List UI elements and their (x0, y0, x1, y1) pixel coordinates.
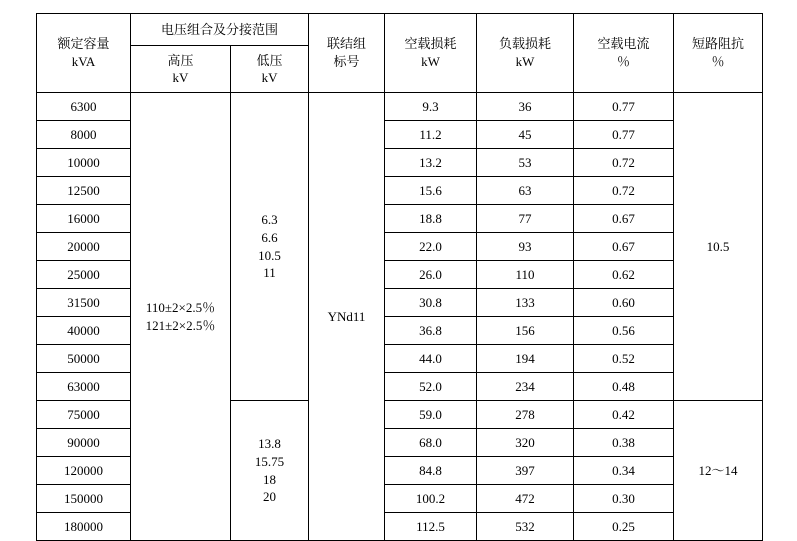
cell-no-load-loss: 30.8 (385, 289, 477, 317)
cell-no-load-loss: 36.8 (385, 317, 477, 345)
cell-capacity: 150000 (37, 485, 131, 513)
cell-load-loss: 36 (477, 93, 574, 121)
cell-capacity: 25000 (37, 261, 131, 289)
header-load-loss-line1: 负载损耗 (499, 36, 552, 52)
header-lv-line1: 低压 (256, 52, 283, 68)
cell-load-loss: 234 (477, 373, 574, 401)
cell-load-loss: 77 (477, 205, 574, 233)
cell-no-load-loss: 59.0 (385, 401, 477, 429)
cell-lv-group-1 (231, 93, 309, 401)
cell-no-load-current: 0.56 (574, 317, 674, 345)
header-lv (231, 46, 309, 93)
cell-capacity: 6300 (37, 93, 131, 121)
cell-load-loss: 194 (477, 345, 574, 373)
cell-capacity: 40000 (37, 317, 131, 345)
header-hv-line1: 高压 (167, 52, 194, 68)
cell-no-load-current: 0.67 (574, 233, 674, 261)
cell-load-loss: 397 (477, 457, 574, 485)
hv-range-line2: 121±2×2.5％ (145, 317, 216, 333)
cell-no-load-loss: 15.6 (385, 177, 477, 205)
header-no-load-loss-line1: 空载损耗 (404, 36, 457, 52)
cell-no-load-loss: 112.5 (385, 513, 477, 541)
header-capacity-line1: 额定容量 (57, 36, 110, 52)
cell-no-load-loss: 9.3 (385, 93, 477, 121)
lv-value: 6.6 (261, 229, 278, 245)
cell-no-load-loss: 100.2 (385, 485, 477, 513)
cell-capacity: 12500 (37, 177, 131, 205)
cell-capacity: 16000 (37, 205, 131, 233)
lv-value: 13.8 (258, 436, 281, 452)
lv-value: 15.75 (254, 453, 285, 469)
header-hv-line2: kV (172, 70, 189, 86)
cell-capacity: 31500 (37, 289, 131, 317)
cell-impedance-group-2: 12～14 (674, 401, 763, 541)
cell-no-load-current: 0.62 (574, 261, 674, 289)
cell-no-load-current: 0.60 (574, 289, 674, 317)
cell-load-loss: 472 (477, 485, 574, 513)
header-impedance (674, 14, 763, 93)
cell-no-load-current: 0.77 (574, 93, 674, 121)
cell-capacity: 50000 (37, 345, 131, 373)
cell-lv-group-2 (231, 401, 309, 541)
header-load-loss-line2: kW (515, 54, 535, 69)
cell-load-loss: 320 (477, 429, 574, 457)
cell-load-loss: 532 (477, 513, 574, 541)
lv-value: 18 (263, 471, 276, 487)
cell-no-load-current: 0.72 (574, 149, 674, 177)
cell-no-load-loss: 52.0 (385, 373, 477, 401)
cell-no-load-loss: 68.0 (385, 429, 477, 457)
cell-load-loss: 93 (477, 233, 574, 261)
cell-no-load-loss: 26.0 (385, 261, 477, 289)
cell-load-loss: 53 (477, 149, 574, 177)
cell-no-load-current: 0.67 (574, 205, 674, 233)
cell-no-load-current: 0.52 (574, 345, 674, 373)
cell-capacity: 90000 (37, 429, 131, 457)
header-no-load-current-line1: 空载电流 (597, 36, 650, 52)
header-load-loss (477, 14, 574, 93)
header-no-load-current (574, 14, 674, 93)
cell-capacity: 20000 (37, 233, 131, 261)
header-connection (309, 14, 385, 93)
cell-no-load-loss: 13.2 (385, 149, 477, 177)
cell-no-load-current: 0.25 (574, 513, 674, 541)
cell-load-loss: 45 (477, 121, 574, 149)
table-header-row-1 (37, 14, 763, 46)
cell-capacity: 10000 (37, 149, 131, 177)
header-lv-line2: kV (261, 70, 278, 86)
cell-capacity: 120000 (37, 457, 131, 485)
cell-capacity: 63000 (37, 373, 131, 401)
cell-impedance-group-1: 10.5 (674, 93, 763, 401)
cell-no-load-current: 0.72 (574, 177, 674, 205)
cell-no-load-loss: 22.0 (385, 233, 477, 261)
cell-no-load-current: 0.42 (574, 401, 674, 429)
table-row (37, 93, 763, 121)
cell-no-load-current: 0.77 (574, 121, 674, 149)
cell-connection-value: YNd11 (309, 93, 385, 541)
transformer-spec-table (36, 13, 763, 541)
lv-value: 6.3 (261, 212, 278, 228)
cell-capacity: 8000 (37, 121, 131, 149)
cell-no-load-loss: 84.8 (385, 457, 477, 485)
header-capacity-line2: kVA (71, 54, 96, 69)
cell-capacity: 180000 (37, 513, 131, 541)
cell-load-loss: 133 (477, 289, 574, 317)
cell-hv-range (131, 93, 231, 541)
header-hv (131, 46, 231, 93)
cell-no-load-current: 0.34 (574, 457, 674, 485)
lv-value: 20 (263, 489, 276, 505)
cell-no-load-loss: 18.8 (385, 205, 477, 233)
header-connection-line1: 联结组 (327, 36, 367, 52)
cell-no-load-current: 0.48 (574, 373, 674, 401)
cell-no-load-current: 0.30 (574, 485, 674, 513)
header-voltage-group: 电压组合及分接范围 (131, 14, 309, 46)
cell-capacity: 75000 (37, 401, 131, 429)
header-impedance-line1: 短路阻抗 (692, 36, 745, 52)
cell-load-loss: 278 (477, 401, 574, 429)
header-no-load-loss-line2: kW (421, 54, 440, 69)
header-no-load-loss (385, 14, 477, 93)
lv-value: 10.5 (258, 247, 281, 263)
cell-no-load-current: 0.38 (574, 429, 674, 457)
header-impedance-line2: ％ (711, 54, 725, 69)
cell-no-load-loss: 44.0 (385, 345, 477, 373)
header-connection-line2: 标号 (333, 54, 360, 69)
header-no-load-current-line2: ％ (617, 54, 631, 69)
cell-load-loss: 63 (477, 177, 574, 205)
hv-range-line1: 110±2×2.5％ (145, 299, 216, 315)
cell-load-loss: 156 (477, 317, 574, 345)
header-capacity (37, 14, 131, 93)
cell-no-load-loss: 11.2 (385, 121, 477, 149)
lv-value: 11 (263, 265, 276, 281)
cell-load-loss: 110 (477, 261, 574, 289)
